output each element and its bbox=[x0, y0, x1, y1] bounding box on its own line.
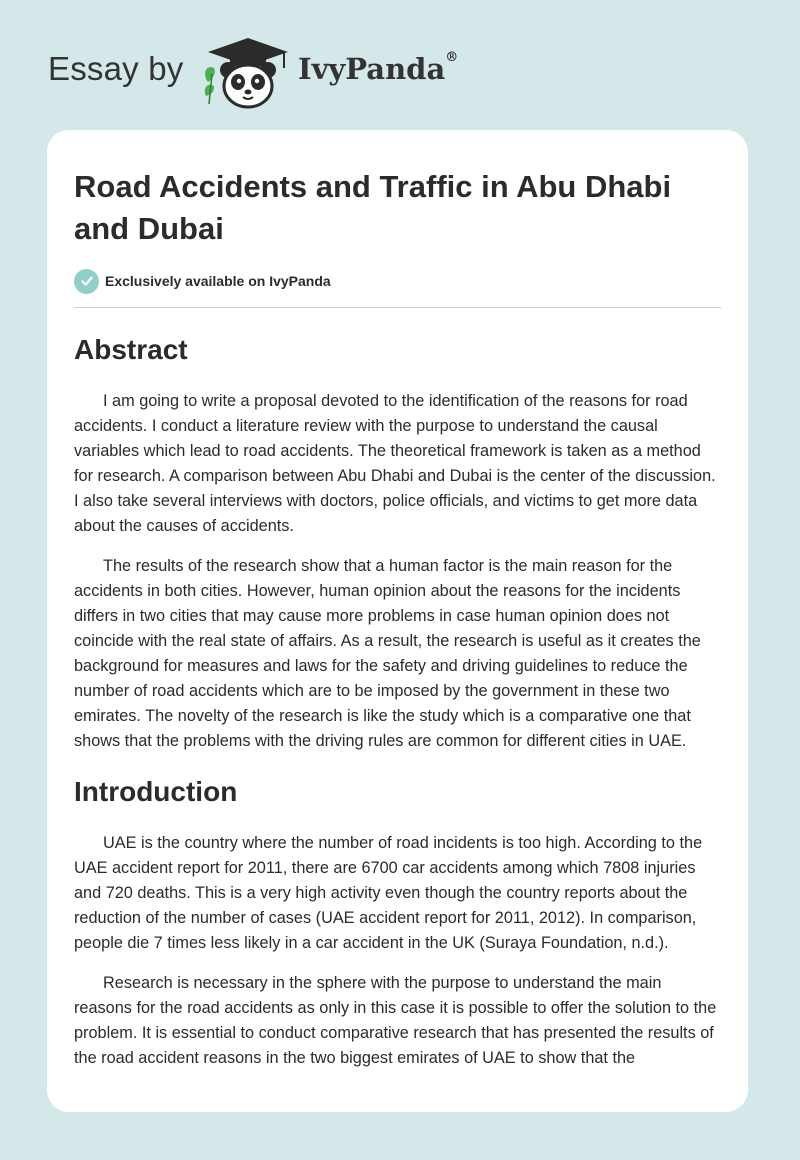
panda-graduate-icon bbox=[200, 34, 294, 110]
brand-name[interactable]: IvyPanda® bbox=[298, 50, 459, 86]
abstract-paragraph-2: The results of the research show that a human factor is the main reason for the accidents in both cities. However, human opinion about the reasons for the incidents differs in two cities that may cause more problems in case human opinion does not coincide with the real state of affairs. As a result, the research is useful as it creates the background for measures and laws for the safety and driving guidelines to reduce the number of road accidents which are to be imposed by the government in these two emirates. The novelty of the research is like the study which is a comparative one that shows that the problems with the driving rules are common for different cities in UAE. bbox=[74, 557, 701, 750]
site-header bbox=[0, 0, 800, 130]
section-heading-introduction: Introduction bbox=[74, 776, 238, 807]
introduction-paragraph-2: Research is necessary in the sphere with the purpose to understand the main reasons for the road accidents as only in this case it is possible to offer the solution to the problem. It is essential to conduct comparative research that has presented the results of the road accident reasons in the two biggest emirates of UAE to show that the bbox=[74, 974, 717, 1067]
ivypanda-logo[interactable] bbox=[200, 34, 294, 110]
essay-by-label: Essay by bbox=[48, 50, 184, 87]
essay-title: Road Accidents and Traffic in Abu Dhabi and Dubai bbox=[74, 169, 672, 246]
abstract-paragraph-1: I am going to write a proposal devoted to the identification of the reasons for road accidents. I conduct a literature review with the purpose to understand the causal variables which lead to road accidents. The theoretical framework is taken as a method for research. A comparison between Abu Dhabi and Dubai is the center of the discussion. I also take several interviews with doctors, police officials, and victims to get more data about the causes of accidents. bbox=[74, 392, 716, 535]
introduction-paragraph-1: UAE is the country where the number of road incidents is too high. According to the UAE accident report for 2011, there are 6700 car accidents among which 7808 injuries and 720 deaths. This is a very high activity even though the country reports about the reduction of the number of cases (UAE accident report for 2011, 2012). In comparison, people die 7 times less likely in a car accident in the UK (Suraya Foundation, n.d.). bbox=[74, 834, 703, 952]
section-heading-abstract: Abstract bbox=[74, 334, 188, 365]
registered-mark: ® bbox=[445, 50, 459, 65]
check-icon bbox=[74, 269, 99, 294]
exclusive-label: Exclusively available on IvyPanda bbox=[105, 273, 331, 289]
title-divider bbox=[74, 307, 721, 308]
essay-card bbox=[47, 130, 748, 1112]
exclusive-badge bbox=[74, 268, 721, 294]
